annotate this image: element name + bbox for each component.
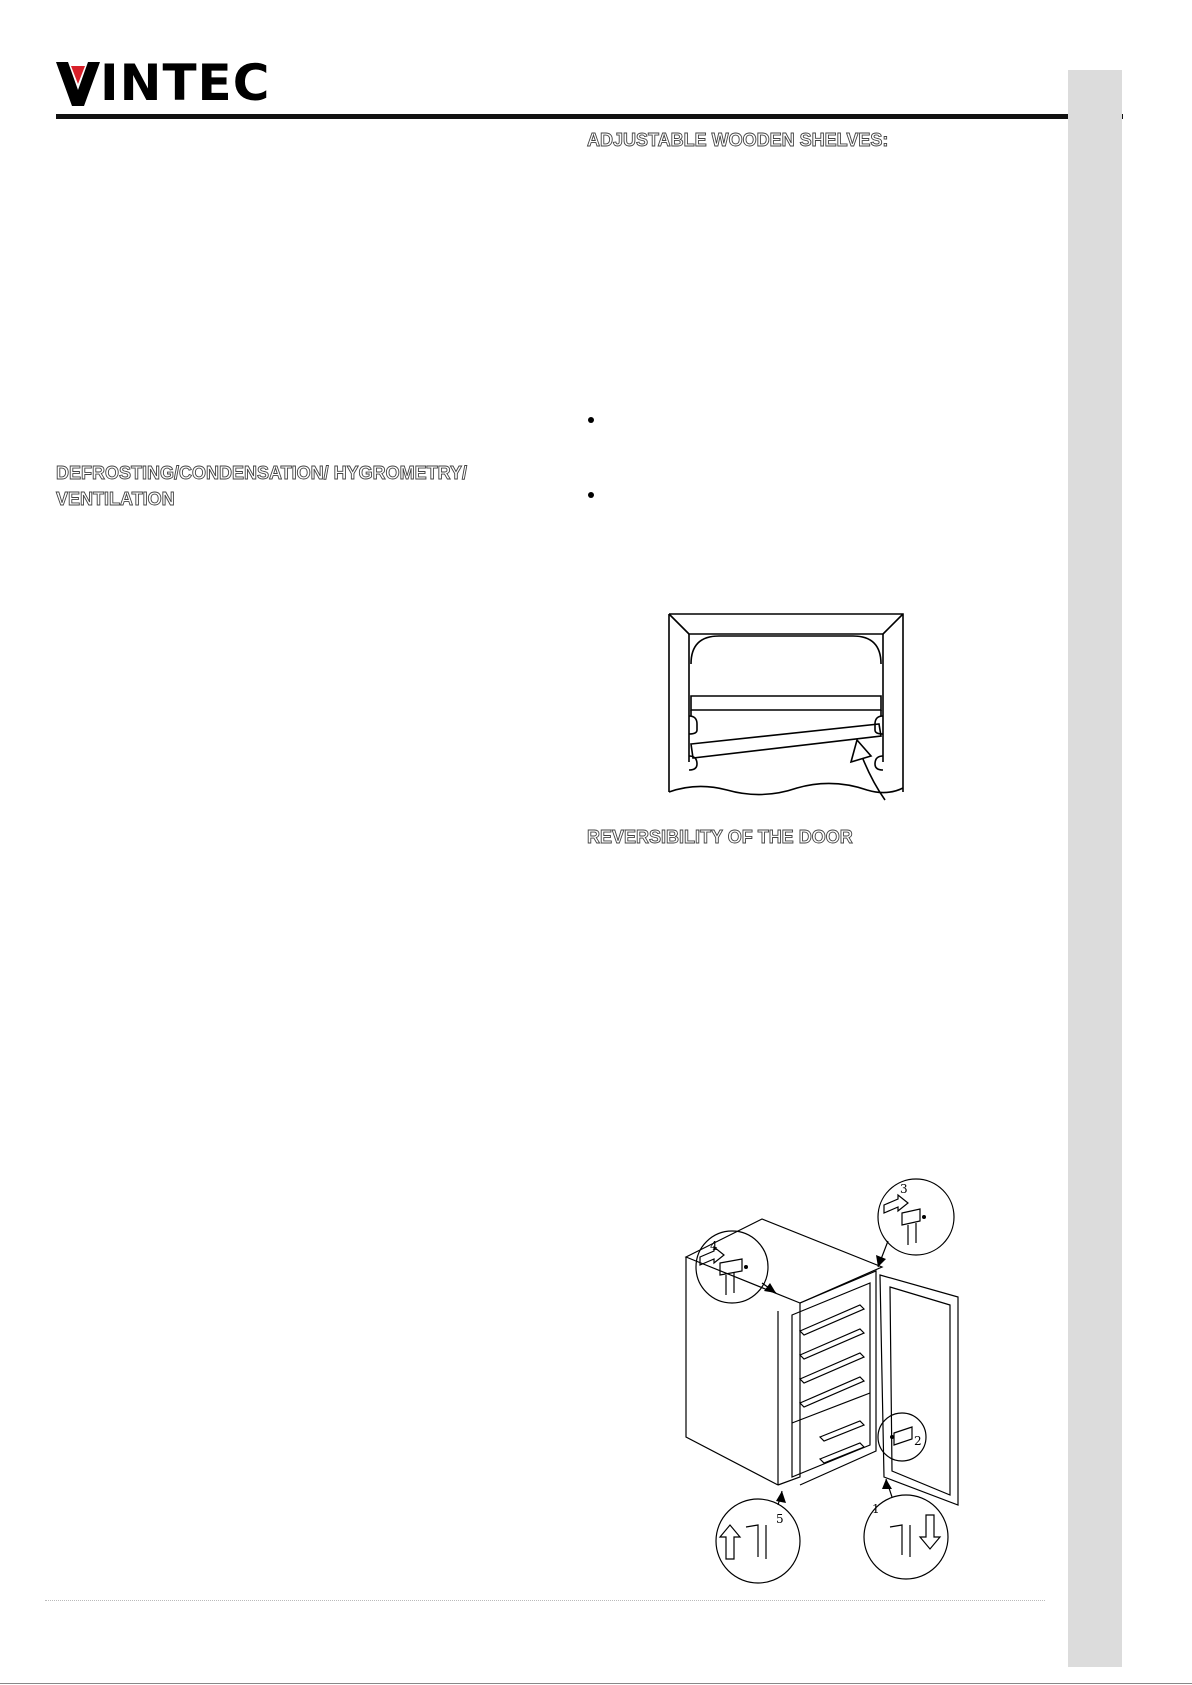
callout-1: 1 xyxy=(872,1502,880,1516)
reversibility-heading: REVERSIBILITY OF THE DOOR xyxy=(587,827,853,847)
side-tab xyxy=(1068,70,1122,1667)
logo-v-mark xyxy=(56,62,100,106)
callout-4: 4 xyxy=(710,1239,718,1253)
footer-dotted-rule xyxy=(45,1600,1045,1601)
bullet-marker-2 xyxy=(588,492,594,498)
callout-3: 3 xyxy=(900,1182,908,1196)
logo-wordmark: INTEC xyxy=(100,54,271,112)
shelf-diagram xyxy=(667,612,907,802)
door-reversal-diagram xyxy=(680,1175,980,1585)
bullet-marker-1 xyxy=(588,417,594,423)
callout-2: 2 xyxy=(914,1434,922,1448)
defrosting-heading-line2: VENTILATION xyxy=(56,489,175,509)
defrosting-heading-line1: DEFROSTING/CONDENSATION/ HYGROMETRY/ xyxy=(56,463,468,483)
adjustable-shelves-heading: ADJUSTABLE WOODEN SHELVES: xyxy=(587,130,889,150)
page-bottom-rule xyxy=(0,1683,1192,1684)
callout-5: 5 xyxy=(776,1512,784,1526)
header-rule xyxy=(56,114,1123,119)
